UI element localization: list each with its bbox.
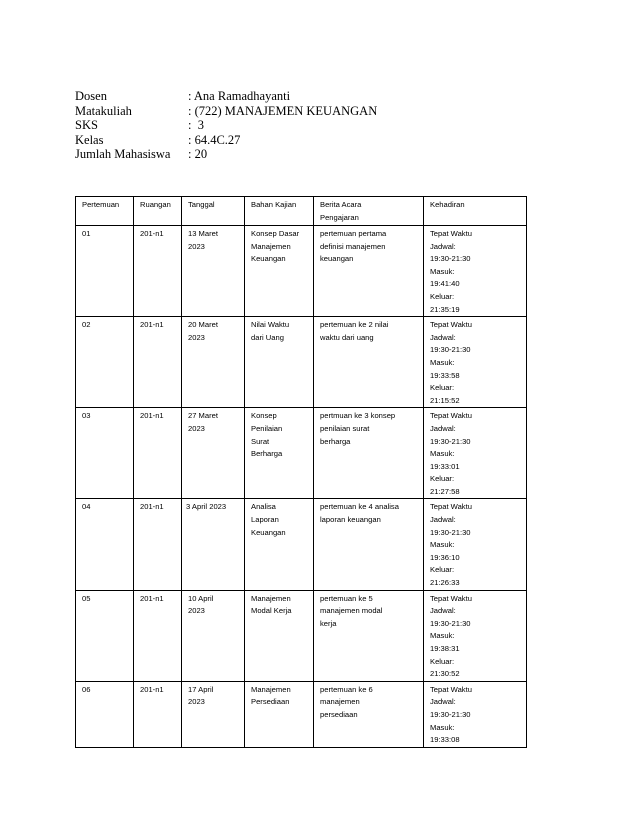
cell-pertemuan: 06 [76, 681, 134, 747]
cell-tanggal: 20 Maret 2023 [182, 317, 245, 408]
header-row-matakuliah [75, 104, 377, 119]
table-row [76, 408, 527, 499]
header-value: : 3 [188, 118, 204, 133]
header-row-dosen [75, 89, 377, 104]
cell-ruangan: 201-n1 [134, 317, 182, 408]
column-header-tanggal: Tanggal [182, 197, 245, 226]
header-value: : (722) MANAJEMEN KEUANGAN [188, 103, 378, 118]
cell-ruangan: 201-n1 [134, 681, 182, 747]
header-label: Matakuliah [75, 103, 132, 118]
cell-ruangan: 201-n1 [134, 226, 182, 317]
cell-tanggal: 13 Maret 2023 [182, 226, 245, 317]
table-header-row [76, 197, 527, 226]
column-header-ruangan: Ruangan [134, 197, 182, 226]
header-value: : 64.4C.27 [188, 132, 241, 147]
column-header-berita-acara: Berita Acara Pengajaran [314, 197, 424, 226]
cell-pertemuan: 03 [76, 408, 134, 499]
cell-kehadiran: Tepat Waktu Jadwal: 19:30-21:30 Masuk: 19:36:10 Keluar: 21:26:33 [424, 499, 527, 590]
cell-kehadiran: Tepat Waktu Jadwal: 19:30-21:30 Masuk: 19:33:08 [424, 681, 527, 747]
table-row [76, 681, 527, 747]
header-label: SKS [75, 118, 98, 133]
cell-berita-acara: pertemuan ke 5 manajemen modal kerja [314, 590, 424, 681]
header-value: : 20 [188, 147, 208, 162]
header-row-jumlah-mahasiswa [75, 147, 377, 162]
cell-tanggal: 10 April 2023 [182, 590, 245, 681]
header-label: Kelas [75, 132, 104, 147]
attendance-table [75, 196, 527, 748]
header-label: Jumlah Mahasiswa [75, 147, 171, 162]
table-row [76, 317, 527, 408]
header-value: : Ana Ramadhayanti [188, 89, 291, 103]
header-label: Dosen [75, 89, 107, 103]
cell-pertemuan: 01 [76, 226, 134, 317]
cell-kehadiran: Tepat Waktu Jadwal: 19:30-21:30 Masuk: 19:38:31 Keluar: 21:30:52 [424, 590, 527, 681]
table-row [76, 590, 527, 681]
column-header-kehadiran: Kehadiran [424, 197, 527, 226]
cell-ruangan: 201-n1 [134, 408, 182, 499]
cell-bahan-kajian: Konsep Penilaian Surat Berharga [245, 408, 314, 499]
cell-bahan-kajian: Analisa Laporan Keuangan [245, 499, 314, 590]
cell-kehadiran: Tepat Waktu Jadwal: 19:30-21:30 Masuk: 19:41:40 Keluar: 21:35:19 [424, 226, 527, 317]
cell-pertemuan: 05 [76, 590, 134, 681]
table-row [76, 499, 527, 590]
cell-pertemuan: 02 [76, 317, 134, 408]
cell-tanggal: 3 April 2023 [182, 499, 245, 590]
cell-berita-acara: pertemuan ke 4 analisa laporan keuangan [314, 499, 424, 590]
cell-kehadiran: Tepat Waktu Jadwal: 19:30-21:30 Masuk: 19:33:58 Keluar: 21:15:52 [424, 317, 527, 408]
cell-bahan-kajian: Manajemen Persediaan [245, 681, 314, 747]
cell-bahan-kajian: Manajemen Modal Kerja [245, 590, 314, 681]
course-info-header [75, 89, 377, 162]
column-header-bahan-kajian: Bahan Kajian [245, 197, 314, 226]
table-row [76, 226, 527, 317]
cell-berita-acara: pertemuan ke 6 manajemen persediaan [314, 681, 424, 747]
cell-tanggal: 27 Maret 2023 [182, 408, 245, 499]
header-row-sks [75, 118, 377, 133]
cell-ruangan: 201-n1 [134, 499, 182, 590]
cell-berita-acara: pertemuan pertama definisi manajemen keuangan [314, 226, 424, 317]
cell-kehadiran: Tepat Waktu Jadwal: 19:30-21:30 Masuk: 19:33:01 Keluar: 21:27:58 [424, 408, 527, 499]
cell-berita-acara: pertmuan ke 3 konsep penilaian surat berharga [314, 408, 424, 499]
cell-bahan-kajian: Konsep Dasar Manajemen Keuangan [245, 226, 314, 317]
cell-bahan-kajian: Nilai Waktu dari Uang [245, 317, 314, 408]
header-row-kelas [75, 133, 377, 148]
column-header-pertemuan: Pertemuan [76, 197, 134, 226]
cell-berita-acara: pertemuan ke 2 nilai waktu dari uang [314, 317, 424, 408]
cell-tanggal: 17 April 2023 [182, 681, 245, 747]
cell-pertemuan: 04 [76, 499, 134, 590]
cell-ruangan: 201-n1 [134, 590, 182, 681]
